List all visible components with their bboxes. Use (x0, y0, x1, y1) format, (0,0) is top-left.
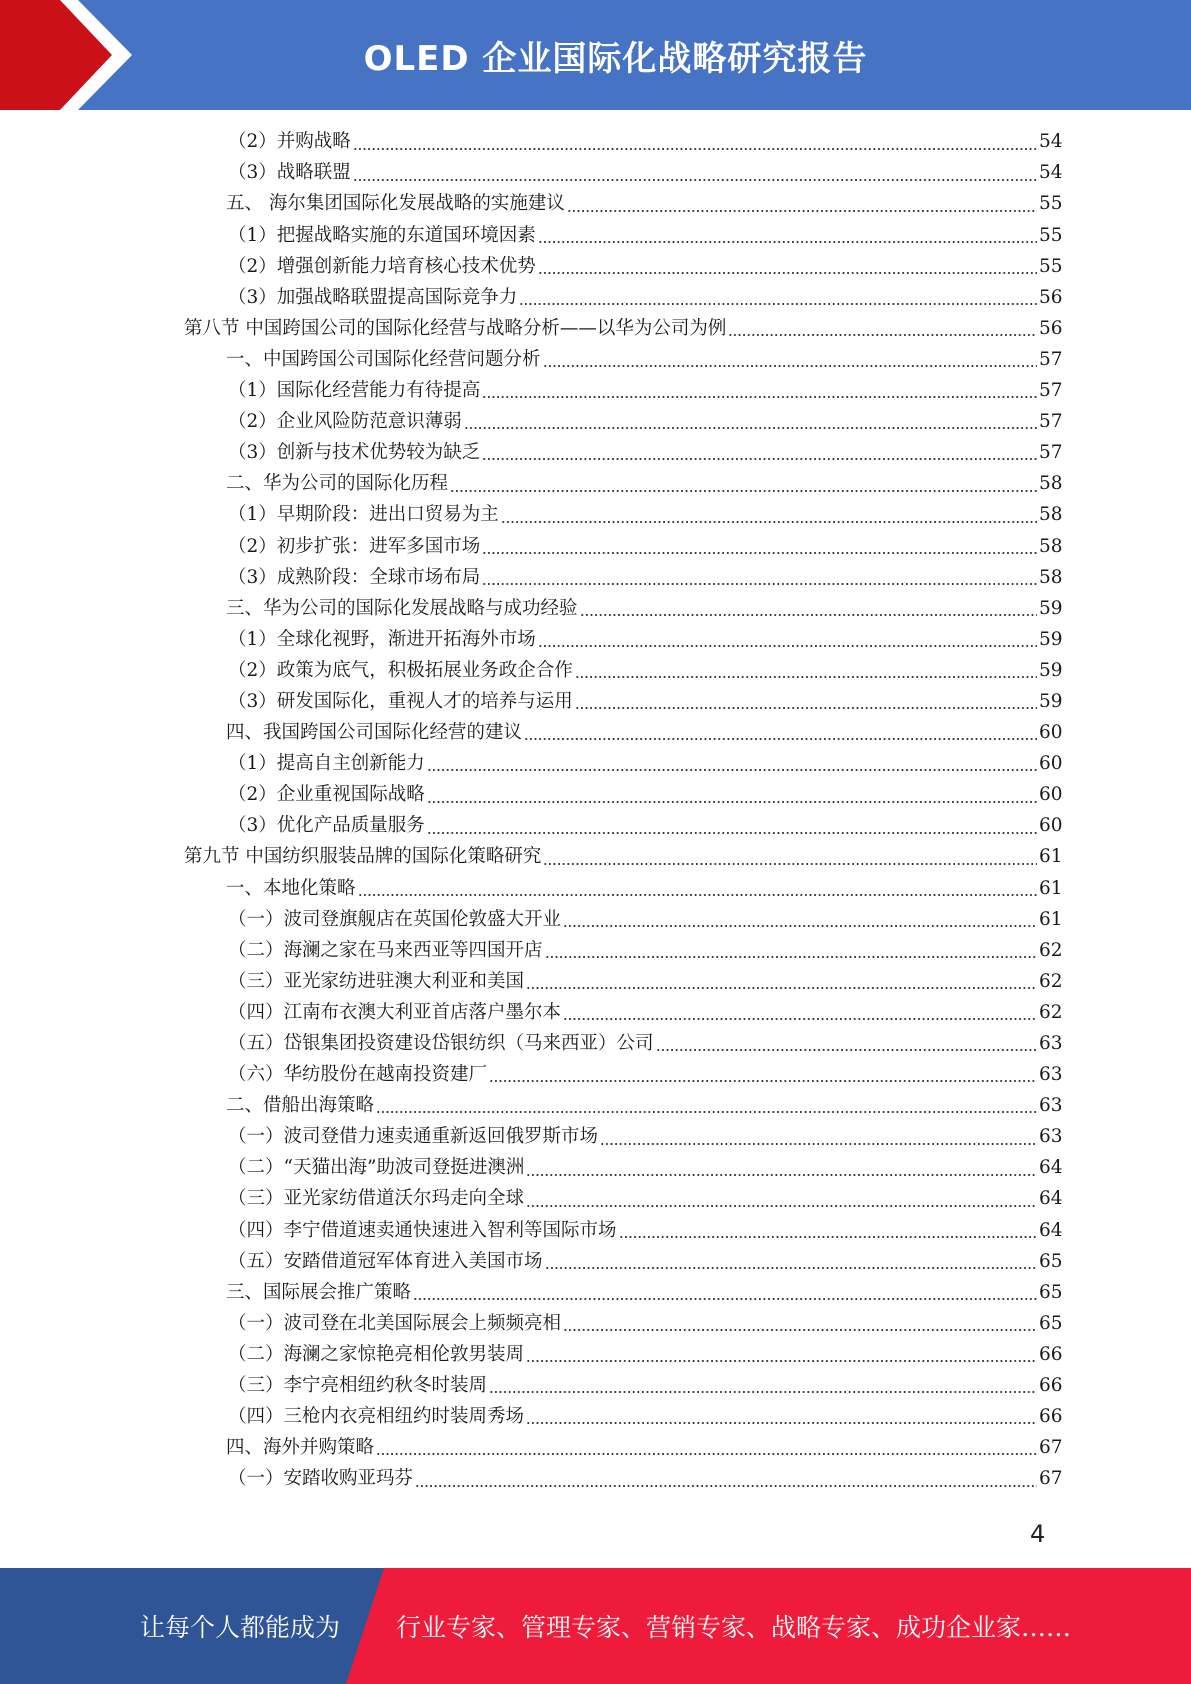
toc-entry-page: 64 (1039, 1219, 1063, 1241)
toc-dot-leader (543, 364, 1037, 368)
toc-entry-page: 60 (1039, 815, 1063, 837)
toc-entry-title: 三、华为公司的国际化发展战略与成功经验 (226, 597, 578, 619)
toc-entry-title: （3）研发国际化，重视人才的培养与运用 (228, 690, 573, 712)
toc-dot-leader (563, 1017, 1037, 1021)
toc-dot-leader (415, 1484, 1037, 1488)
toc-entry-title: （2）政策为底气，积极拓展业务政企合作 (228, 659, 573, 681)
toc-dot-leader (482, 457, 1037, 461)
toc-entry-title: （3）加强战略联盟提高国际竞争力 (228, 286, 518, 308)
toc-entry[interactable] (0, 1153, 1191, 1184)
toc-dot-leader (464, 426, 1037, 430)
page-number: 4 (1030, 1520, 1046, 1548)
toc-entry-page: 56 (1039, 286, 1063, 308)
toc-entry-page: 57 (1039, 348, 1063, 370)
toc-dot-leader (575, 706, 1037, 710)
toc-entry[interactable] (0, 967, 1191, 998)
toc-dot-leader (376, 1110, 1037, 1114)
toc-entry[interactable] (0, 1371, 1191, 1402)
toc-entry-page: 66 (1039, 1375, 1063, 1397)
toc-entry[interactable] (0, 1091, 1191, 1122)
toc-entry-page: 58 (1039, 504, 1063, 526)
toc-entry[interactable] (0, 625, 1191, 656)
toc-entry-page: 62 (1039, 1001, 1063, 1023)
toc-entry[interactable] (0, 1433, 1191, 1464)
toc-entry[interactable] (0, 189, 1191, 220)
toc-entry-page: 59 (1039, 597, 1063, 619)
toc-dot-leader (563, 1328, 1037, 1332)
toc-dot-leader (482, 551, 1037, 555)
toc-entry-title: （五）岱银集团投资建设岱银纺织（马来西亚）公司 (228, 1033, 654, 1055)
toc-entry-title: （1）全球化视野，渐进开拓海外市场 (228, 628, 536, 650)
toc-entry[interactable] (0, 749, 1191, 780)
toc-dot-leader (427, 800, 1037, 804)
toc-entry[interactable] (0, 469, 1191, 500)
toc-entry-title: （三）李宁亮相纽约秋冬时装周 (228, 1375, 488, 1397)
toc-entry-title: 一、本地化策略 (226, 877, 356, 899)
toc-entry[interactable] (0, 1309, 1191, 1340)
toc-entry-title: （1）早期阶段：进出口贸易为主 (228, 504, 499, 526)
toc-entry-title: 第九节 中国纺织服装品牌的国际化策略研究 (184, 846, 542, 868)
toc-entry-page: 63 (1039, 1095, 1063, 1117)
toc-dot-leader (524, 737, 1037, 741)
toc-entry-page: 65 (1039, 1281, 1063, 1303)
toc-entry[interactable] (0, 904, 1191, 935)
toc-dot-leader (567, 209, 1037, 213)
toc-entry-page: 59 (1039, 690, 1063, 712)
footer-banner (0, 1568, 1191, 1684)
toc-dot-leader (526, 1421, 1037, 1425)
toc-dot-leader (353, 178, 1037, 182)
toc-entry[interactable] (0, 282, 1191, 313)
toc-entry-title: （2）初步扩张：进军多国市场 (228, 535, 481, 557)
toc-entry[interactable] (0, 1340, 1191, 1371)
toc-entry-title: 四、海外并购策略 (226, 1437, 375, 1459)
toc-entry[interactable] (0, 780, 1191, 811)
toc-dot-leader (526, 1173, 1037, 1177)
toc-entry-title: （1）国际化经营能力有待提高 (228, 380, 481, 402)
toc-entry-page: 67 (1039, 1468, 1063, 1490)
toc-entry-page: 61 (1039, 908, 1063, 930)
toc-dot-leader (526, 1359, 1037, 1363)
toc-entry[interactable] (0, 1122, 1191, 1153)
toc-entry-title: 二、借船出海策略 (226, 1095, 375, 1117)
toc-dot-leader (526, 986, 1037, 990)
toc-entry-page: 67 (1039, 1437, 1063, 1459)
toc-entry-page: 56 (1039, 317, 1063, 339)
toc-entry[interactable] (0, 718, 1191, 749)
toc-entry-page: 55 (1039, 224, 1063, 246)
toc-dot-leader (575, 675, 1037, 679)
toc-entry-title: （2）并购战略 (228, 131, 351, 153)
toc-entry-title: 四、我国跨国公司国际化经营的建议 (226, 722, 523, 744)
toc-entry-title: （2）企业重视国际战略 (228, 784, 425, 806)
toc-entry-title: （四）三枪内衣亮相纽约时装周秀场 (228, 1406, 525, 1428)
toc-entry-title: （二）海澜之家在马来西亚等四国开店 (228, 939, 543, 961)
toc-entry[interactable] (0, 842, 1191, 873)
toc-entry-page: 61 (1039, 877, 1063, 899)
toc-dot-leader (358, 893, 1037, 897)
toc-entry-page: 55 (1039, 193, 1063, 215)
toc-entry[interactable] (0, 251, 1191, 282)
toc-dot-leader (482, 582, 1037, 586)
toc-dot-leader (538, 644, 1037, 648)
toc-entry-title: （六）华纺股份在越南投资建厂 (228, 1064, 488, 1086)
toc-entry-title: 五、 海尔集团国际化发展战略的实施建议 (226, 193, 565, 215)
footer-slogan-left: 让每个人都能成为 (140, 1613, 341, 1642)
toc-entry[interactable] (0, 345, 1191, 376)
toc-entry-title: 一、中国跨国公司国际化经营问题分析 (226, 348, 541, 370)
toc-entry-title: （五）安踏借道冠军体育进入美国市场 (228, 1250, 543, 1272)
toc-dot-leader (600, 1142, 1037, 1146)
toc-entry-title: （3）战略联盟 (228, 162, 351, 184)
toc-entry-page: 66 (1039, 1343, 1063, 1365)
toc-entry-page: 63 (1039, 1126, 1063, 1148)
toc-entry[interactable] (0, 593, 1191, 624)
toc-entry-page: 60 (1039, 784, 1063, 806)
toc-entry-title: 二、华为公司的国际化历程 (226, 473, 449, 495)
toc-entry[interactable] (0, 1184, 1191, 1215)
toc-entry[interactable] (0, 376, 1191, 407)
toc-entry[interactable] (0, 656, 1191, 687)
toc-dot-leader (526, 1204, 1037, 1208)
toc-entry-page: 58 (1039, 566, 1063, 588)
toc-entry-page: 63 (1039, 1033, 1063, 1055)
toc-entry[interactable] (0, 562, 1191, 593)
toc-entry-page: 65 (1039, 1250, 1063, 1272)
toc-entry[interactable] (0, 1464, 1191, 1495)
toc-entry-page: 63 (1039, 1064, 1063, 1086)
toc-dot-leader (538, 271, 1037, 275)
toc-dot-leader (619, 1235, 1037, 1239)
toc-entry-title: （二）“天猫出海”助波司登挺进澳洲 (228, 1157, 525, 1179)
toc-entry-page: 64 (1039, 1188, 1063, 1210)
toc-dot-leader (728, 333, 1037, 337)
toc-dot-leader (353, 147, 1037, 151)
toc-dot-leader (563, 924, 1037, 928)
toc-dot-leader (545, 955, 1037, 959)
toc-entry-title: （三）亚光家纺进驻澳大利亚和美国 (228, 970, 525, 992)
toc-entry[interactable] (0, 314, 1191, 345)
toc-entry[interactable] (0, 1060, 1191, 1091)
toc-dot-leader (656, 1048, 1037, 1052)
toc-entry-page: 58 (1039, 535, 1063, 557)
toc-entry-page: 57 (1039, 411, 1063, 433)
toc-entry-page: 61 (1039, 846, 1063, 868)
toc-entry-title: （一）安踏收购亚玛芬 (228, 1468, 414, 1490)
toc-entry-page: 54 (1039, 131, 1063, 153)
toc-entry-page: 64 (1039, 1157, 1063, 1179)
toc-dot-leader (501, 520, 1037, 524)
table-of-contents (0, 127, 1191, 1495)
toc-entry-page: 60 (1039, 722, 1063, 744)
toc-entry[interactable] (0, 127, 1191, 158)
toc-entry[interactable] (0, 935, 1191, 966)
toc-entry[interactable] (0, 811, 1191, 842)
toc-entry[interactable] (0, 998, 1191, 1029)
toc-dot-leader (538, 240, 1037, 244)
toc-entry-title: （1）把握战略实施的东道国环境因素 (228, 224, 536, 246)
toc-entry[interactable] (0, 407, 1191, 438)
toc-dot-leader (427, 831, 1037, 835)
toc-dot-leader (545, 1266, 1037, 1270)
toc-entry-page: 62 (1039, 939, 1063, 961)
toc-dot-leader (413, 1297, 1037, 1301)
toc-dot-leader (427, 768, 1037, 772)
toc-entry-page: 66 (1039, 1406, 1063, 1428)
toc-entry-page: 59 (1039, 659, 1063, 681)
toc-entry-page: 60 (1039, 753, 1063, 775)
toc-dot-leader (489, 1390, 1037, 1394)
toc-entry[interactable] (0, 1029, 1191, 1060)
toc-entry[interactable] (0, 873, 1191, 904)
toc-entry-title: （2）企业风险防范意识薄弱 (228, 411, 462, 433)
toc-entry[interactable] (0, 1215, 1191, 1246)
toc-entry-page: 62 (1039, 970, 1063, 992)
toc-entry[interactable] (0, 1402, 1191, 1433)
document-title: OLED 企业国际化战略研究报告 (363, 38, 868, 79)
toc-entry[interactable] (0, 220, 1191, 251)
toc-dot-leader (482, 395, 1037, 399)
toc-entry[interactable] (0, 1246, 1191, 1277)
toc-dot-leader (519, 302, 1037, 306)
toc-entry[interactable] (0, 438, 1191, 469)
toc-entry-page: 65 (1039, 1312, 1063, 1334)
footer-slogan-right: 行业专家、管理专家、营销专家、战略专家、成功企业家…… (396, 1613, 1072, 1642)
toc-entry-title: 第八节 中国跨国公司的国际化经营与战略分析——以华为公司为例 (184, 317, 727, 339)
toc-entry-title: （一）波司登旗舰店在英国伦敦盛大开业 (228, 908, 562, 930)
toc-entry-title: （3）创新与技术优势较为缺乏 (228, 442, 481, 464)
toc-entry[interactable] (0, 687, 1191, 718)
toc-entry-page: 58 (1039, 473, 1063, 495)
toc-entry-page: 54 (1039, 162, 1063, 184)
toc-entry-title: （四）江南布衣澳大利亚首店落户墨尔本 (228, 1001, 562, 1023)
toc-entry-title: （四）李宁借道速卖通快速进入智利等国际市场 (228, 1219, 617, 1241)
toc-dot-leader (543, 862, 1037, 866)
toc-entry-title: （一）波司登在北美国际展会上频频亮相 (228, 1312, 562, 1334)
toc-dot-leader (376, 1452, 1037, 1456)
toc-entry[interactable] (0, 158, 1191, 189)
toc-entry[interactable] (0, 531, 1191, 562)
toc-entry-page: 57 (1039, 442, 1063, 464)
toc-entry-page: 59 (1039, 628, 1063, 650)
toc-entry-title: （3）成熟阶段：全球市场布局 (228, 566, 481, 588)
toc-entry-page: 55 (1039, 255, 1063, 277)
toc-entry[interactable] (0, 500, 1191, 531)
toc-entry[interactable] (0, 1277, 1191, 1308)
toc-entry-title: （3）优化产品质量服务 (228, 815, 425, 837)
header-banner (0, 0, 1191, 110)
toc-entry-title: （三）亚光家纺借道沃尔玛走向全球 (228, 1188, 525, 1210)
toc-dot-leader (580, 613, 1037, 617)
toc-entry-title: （一）波司登借力速卖通重新返回俄罗斯市场 (228, 1126, 599, 1148)
toc-entry-title: （二）海澜之家惊艳亮相伦敦男装周 (228, 1343, 525, 1365)
toc-dot-leader (450, 489, 1037, 493)
toc-dot-leader (489, 1079, 1037, 1083)
toc-entry-page: 57 (1039, 380, 1063, 402)
toc-entry-title: 三、国际展会推广策略 (226, 1281, 412, 1303)
toc-entry-title: （1）提高自主创新能力 (228, 753, 425, 775)
toc-entry-title: （2）增强创新能力培育核心技术优势 (228, 255, 536, 277)
